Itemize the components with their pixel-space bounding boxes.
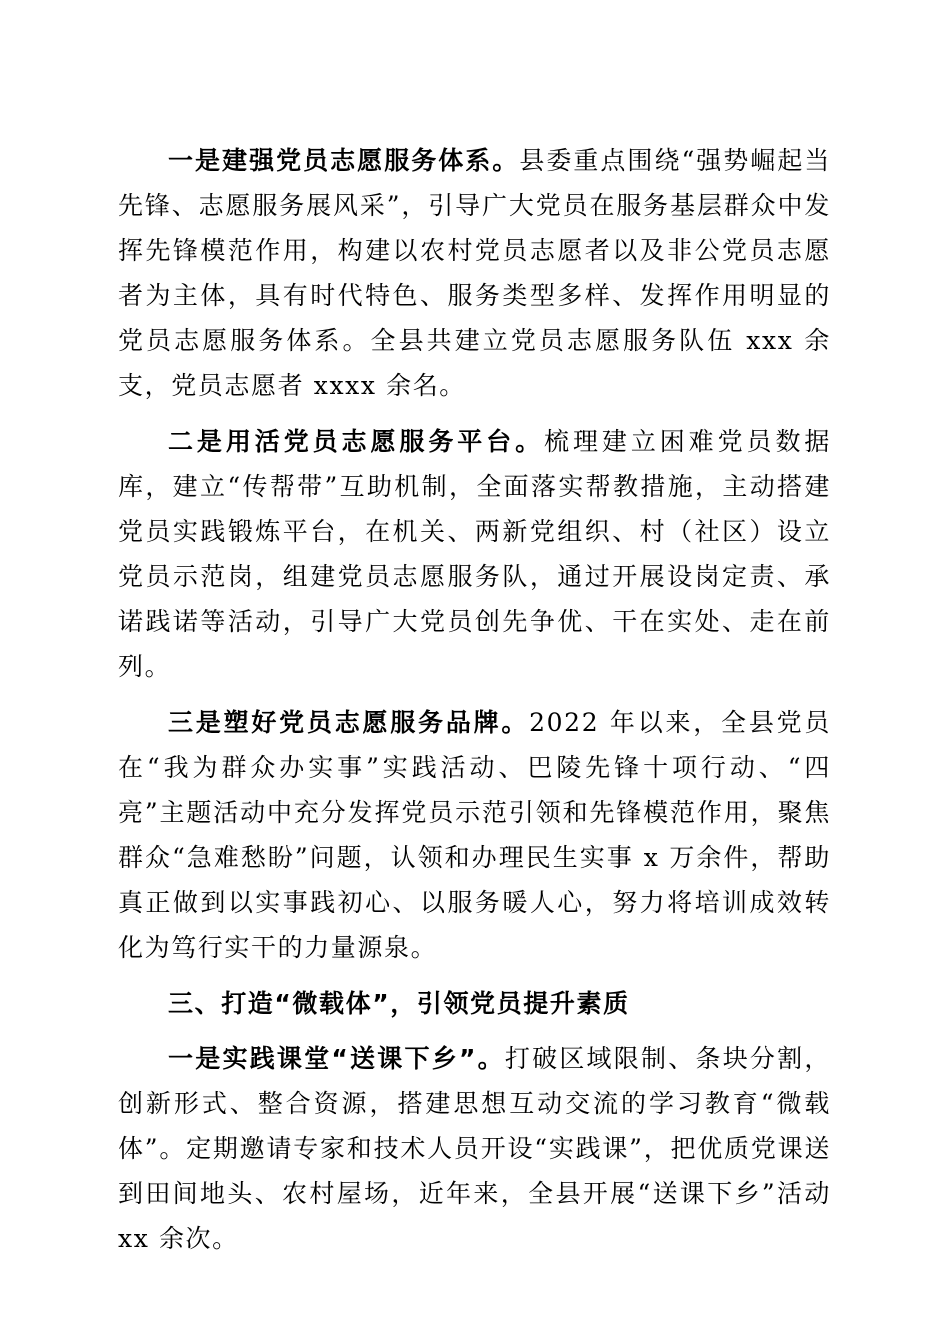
paragraph-body: 打破区域限制、条块分割，创新形式、整合资源，搭建思想互动交流的学习教育“微载体”。定期邀请专家和技术人员开设“实践课”，把优质党课送到田间地头、农村屋场，近年来，全县开展“送课下乡”活动 xx 余次。: [118, 1044, 831, 1253]
paragraph-lead: 三是塑好党员志愿服务品牌。: [168, 708, 530, 737]
paragraph-body: 梳理建立困难党员数据库，建立“传帮带”互助机制，全面落实帮教措施，主动搭建党员实践锻炼平台，在机关、两新党组织、村（社区）设立党员示范岗，组建党员志愿服务队，通过开展设岗定责、承诺践诺等活动，引导广大党员创先争优、干在实处、走在前列。: [118, 427, 831, 681]
paragraph-volunteer-system: [118, 138, 831, 408]
paragraph-lead: 一是建强党员志愿服务体系。: [168, 146, 520, 175]
paragraph-body: 县委重点围绕“强势崛起当先锋、志愿服务展风采”，引导广大党员在服务基层群众中发挥先锋模范作用，构建以农村党员志愿者以及非公党员志愿者为主体，具有时代特色、服务类型多样、发挥作用明显的党员志愿服务体系。全县共建立党员志愿服务队伍 xxx 余支，党员志愿者 xxxx 余名。: [118, 146, 831, 400]
paragraph-volunteer-brand: [118, 700, 831, 970]
paragraph-body: 2022 年以来，全县党员在“我为群众办实事”实践活动、巴陵先锋十项行动、“四亮”主题活动中充分发挥党员示范引领和先锋模范作用，聚焦群众“急难愁盼”问题，认领和办理民生实事 x 万余件，帮助真正做到以实事践初心、以服务暖人心，努力将培训成效转化为笃行实干的力量源泉。: [118, 708, 831, 962]
paragraph-lead: 一是实践课堂“送课下乡”。: [168, 1044, 505, 1073]
paragraph-lead: 二是用活党员志愿服务平台。: [168, 427, 545, 456]
paragraph-volunteer-platform: [118, 419, 831, 689]
paragraph-practice-classroom: [118, 1036, 831, 1261]
document-page: [118, 138, 831, 1272]
section-heading: 三、打造“微载体”，引领党员提升素质: [168, 989, 630, 1018]
